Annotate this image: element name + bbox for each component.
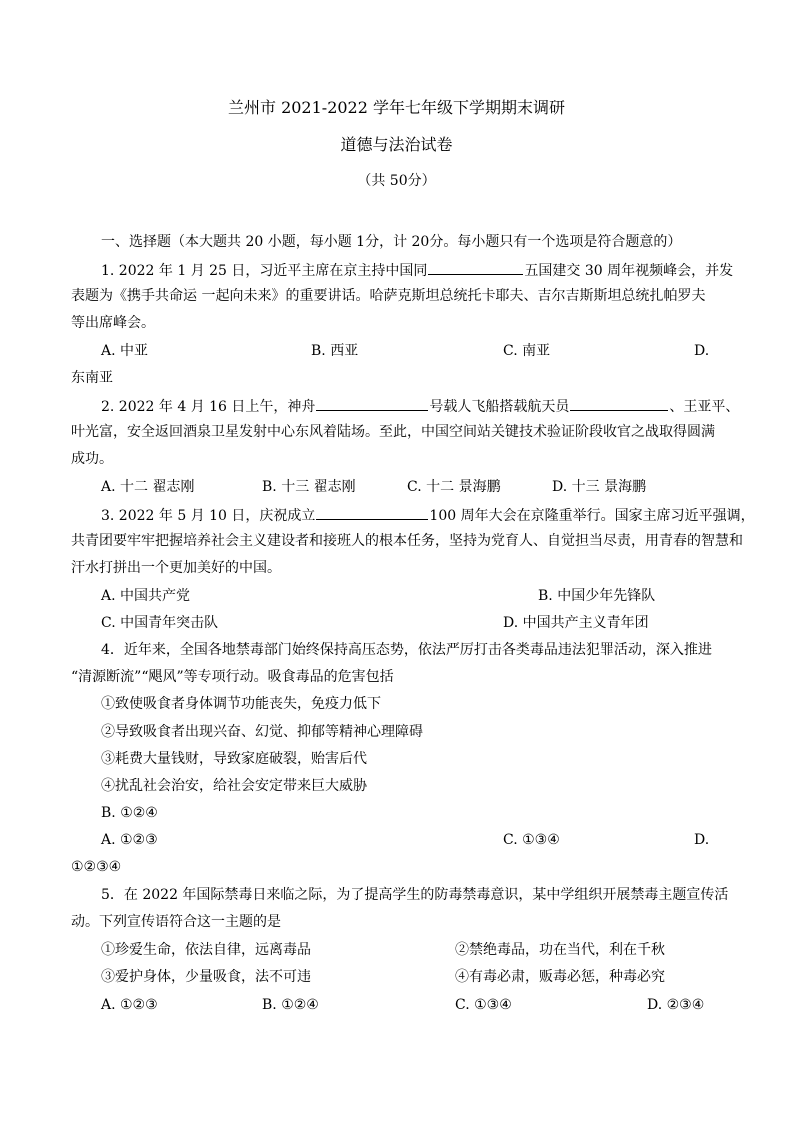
q4-option-d: D. bbox=[694, 832, 710, 848]
q1-option-d-wrap: 东南亚 bbox=[71, 370, 113, 386]
q5-option-b: B. ①②④ bbox=[262, 997, 319, 1013]
q4-item-1: ①致使吸食者身体调节功能丧失，免疫力低下 bbox=[101, 696, 381, 712]
q5-item-3: ③爱护身体，少量吸食，法不可违 bbox=[101, 969, 311, 985]
q5-option-a: A. ①②③ bbox=[101, 997, 158, 1013]
q4-option-a: A. ①②③ bbox=[101, 832, 158, 848]
q2-line3: 成功。 bbox=[71, 451, 113, 467]
q1-blank bbox=[428, 259, 523, 275]
q1-line3: 等出席峰会。 bbox=[71, 315, 155, 331]
q4-option-c: C. ①③④ bbox=[503, 832, 560, 848]
section-heading: 一、选择题（本大题共 20 小题，每小题 1分，计 20分。每小题只有一个选项是符合题意的） bbox=[101, 234, 682, 250]
q3-line2: 共青团要牢牢把握培养社会主义建设者和接班人的根本任务，坚持为党育人、自觉担当尽责，用青春的智慧和 bbox=[71, 533, 743, 549]
q2-text-b: 号载人飞船搭载航天员 bbox=[429, 399, 570, 415]
q3-option-c: C. 中国青年突击队 bbox=[101, 615, 219, 631]
q5-option-c: C. ①③④ bbox=[455, 997, 512, 1013]
q4-line2: “清源断流”“飓风”等专项行动。吸食毒品的危害包括 bbox=[71, 669, 394, 685]
q4-item-2: ②导致吸食者出现兴奋、幻觉、抑郁等精神心理障碍 bbox=[101, 724, 423, 740]
exam-score: （共 50分） bbox=[357, 173, 436, 189]
q2-blank-1 bbox=[316, 395, 428, 411]
q2-blank-2 bbox=[570, 395, 668, 411]
q5-option-d: D. ②③④ bbox=[647, 997, 705, 1013]
q2-line2: 叶光富，安全返回酒泉卫星发射中心东风着陆场。至此，中国空间站关键技术验证阶段收官之战取得圆满 bbox=[71, 424, 715, 440]
q1-option-a: A. 中亚 bbox=[101, 343, 149, 359]
q3-text-a: 3. 2022 年 5 月 10 日，庆祝成立 bbox=[101, 508, 316, 524]
q4-line1: 4．近年来，全国各地禁毒部门始终保持高压态势，依法严厉打击各类毒品违法犯罪活动，深入推进 bbox=[101, 642, 712, 658]
q2-text-c: 、王亚平、 bbox=[669, 399, 740, 415]
q3-option-b: B. 中国少年先锋队 bbox=[538, 588, 656, 604]
q3-line1 bbox=[101, 504, 755, 526]
q3-option-d: D. 中国共产主义青年团 bbox=[503, 615, 649, 631]
q5-item-1: ①珍爱生命，依法自律，远离毒品 bbox=[101, 942, 311, 958]
q1-option-d: D. bbox=[694, 343, 710, 359]
q4-option-d-wrap: ①②③④ bbox=[71, 859, 122, 875]
q2-option-b: B. 十三 翟志刚 bbox=[262, 479, 356, 495]
q4-item-3: ③耗费大量钱财，导致家庭破裂，贻害后代 bbox=[101, 751, 367, 767]
q2-line1 bbox=[101, 395, 739, 417]
q5-line2: 动。下列宣传语符合这一主题的是 bbox=[71, 914, 281, 930]
q1-text-a: 1. 2022 年 1 月 25 日，习近平主席在京主持中国同 bbox=[101, 263, 428, 279]
q5-item-4: ④有毒必肃，贩毒必惩，种毒必究 bbox=[455, 969, 665, 985]
q4-item-4: ④扰乱社会治安，给社会安定带来巨大威胁 bbox=[101, 778, 367, 794]
q3-option-a: A. 中国共产党 bbox=[101, 588, 191, 604]
q5-line1: 5．在 2022 年国际禁毒日来临之际，为了提高学生的防毒禁毒意识，某中学组织开展禁毒主题宣传活 bbox=[101, 887, 729, 903]
q3-line3: 汗水打拼出一个更加美好的中国。 bbox=[71, 560, 281, 576]
q5-item-2: ②禁绝毒品，功在当代，利在千秋 bbox=[455, 942, 665, 958]
q2-text-a: 2. 2022 年 4 月 16 日上午，神舟 bbox=[101, 399, 316, 415]
q3-blank bbox=[316, 504, 428, 520]
q1-line1 bbox=[101, 259, 733, 281]
q2-option-c: C. 十二 景海鹏 bbox=[407, 479, 501, 495]
q1-line2: 表题为《携手共命运 一起向未来》的重要讲话。哈萨克斯坦总统托卡耶夫、吉尔吉斯斯坦总统扎帕罗夫 bbox=[71, 288, 706, 304]
exam-subtitle: 道德与法治试卷 bbox=[340, 135, 453, 154]
q2-option-a: A. 十二 翟志刚 bbox=[101, 479, 195, 495]
q4-option-b: B. ①②④ bbox=[101, 805, 158, 821]
q1-option-c: C. 南亚 bbox=[503, 343, 551, 359]
q3-text-b: 100 周年大会在京隆重举行。国家主席习近平强调， bbox=[429, 508, 755, 524]
q2-option-d: D. 十三 景海鹏 bbox=[552, 479, 647, 495]
q1-option-b: B. 西亚 bbox=[311, 343, 359, 359]
q1-text-b: 五国建交 30 周年视频峰会，并发 bbox=[524, 263, 734, 279]
exam-title: 兰州市 2021-2022 学年七年级下学期期末调研 bbox=[227, 98, 566, 117]
